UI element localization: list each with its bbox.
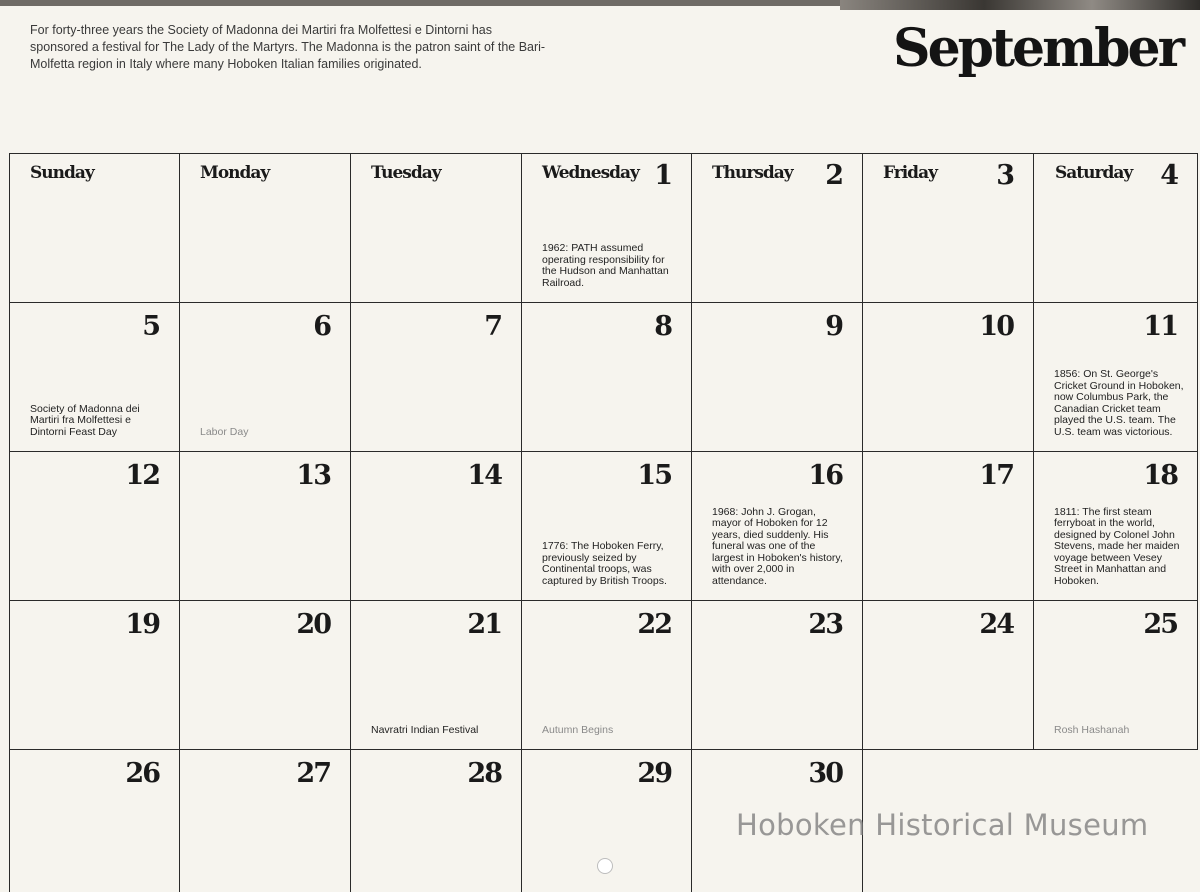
day-number: 11 [1143, 311, 1177, 342]
day-number: 16 [808, 460, 842, 491]
event-note: 1962: PATH assumed operating responsibility for the Hudson and Manhattan Railroad. [542, 242, 669, 289]
day-number: 8 [654, 311, 671, 342]
day-cell-19 [10, 601, 180, 750]
intro-text: For forty-three years the Society of Madonna dei Martiri fra Molfettesi e Dintorni has sponsored a festival for The Lady of the Martyrs. The Madonna is the patron saint of the Bari-Molfetta region in Italy where many Hoboken Italian families originated. [30, 23, 546, 71]
day-number: 25 [1143, 609, 1177, 640]
day-number: 21 [467, 609, 501, 640]
day-cell-21 [351, 601, 522, 750]
day-cell-20 [180, 601, 351, 750]
photo-strip-right [840, 0, 1200, 10]
punch-hole [597, 858, 613, 874]
day-number: 1 [654, 160, 671, 191]
day-number: 28 [467, 758, 501, 789]
day-cell-5 [10, 303, 180, 452]
day-number: 20 [296, 609, 330, 640]
day-number: 26 [125, 758, 159, 789]
day-cell-27 [180, 750, 351, 892]
day-cell-7 [351, 303, 522, 452]
day-number: 12 [125, 460, 159, 491]
day-number: 7 [484, 311, 501, 342]
day-cell-24 [863, 601, 1034, 750]
holiday-note: Autumn Begins [542, 723, 614, 736]
day-number: 22 [637, 609, 671, 640]
day-cell-1 [522, 154, 692, 303]
day-cell-14 [351, 452, 522, 601]
day-number: 29 [637, 758, 671, 789]
weekday-sunday: Sunday [30, 163, 94, 183]
weekday-friday: Friday [883, 163, 937, 183]
day-number: 19 [125, 609, 159, 640]
day-number: 14 [467, 460, 501, 491]
day-cell [180, 154, 351, 303]
day-number: 6 [313, 311, 330, 342]
event-note: Society of Madonna dei Martiri fra Molfettesi e Dintorni Feast Day [30, 402, 140, 438]
day-number: 2 [825, 160, 842, 191]
day-cell-9 [692, 303, 863, 452]
day-cell-3 [863, 154, 1034, 303]
day-cell-8 [522, 303, 692, 452]
day-number: 24 [979, 609, 1013, 640]
event-note: 1811: The first steam ferryboat in the world, designed by Colonel John Stevens, made her maiden voyage between Vesey Street in Manhattan and Hoboken. [1054, 505, 1180, 587]
weekday-monday: Monday [200, 163, 270, 183]
event-note: 1968: John J. Grogan, mayor of Hoboken for 12 years, died suddenly. His funeral was one of the largest in Hoboken's history, with over 2,000 in attendance. [712, 505, 843, 587]
holiday-note: Labor Day [200, 425, 249, 438]
day-cell-11 [1034, 303, 1198, 452]
day-cell-2 [692, 154, 863, 303]
day-cell-4 [1034, 154, 1198, 303]
day-cell [10, 154, 180, 303]
day-cell-17 [863, 452, 1034, 601]
weekday-saturday: Saturday [1055, 163, 1133, 183]
day-number: 23 [808, 609, 842, 640]
day-cell-23 [692, 601, 863, 750]
weekday-tuesday: Tuesday [371, 163, 441, 183]
day-number: 4 [1160, 160, 1177, 191]
day-number: 30 [808, 758, 842, 789]
day-number: 18 [1143, 460, 1177, 491]
event-note: 1856: On St. George's Cricket Ground in Hoboken, now Columbus Park, the Canadian Cricket team played the U.S. team. The U.S. team was victorious. [1054, 368, 1184, 438]
day-number: 3 [996, 160, 1013, 191]
month-title: September [893, 18, 1182, 79]
day-number: 5 [142, 311, 159, 342]
day-cell-6 [180, 303, 351, 452]
holiday-note: Rosh Hashanah [1054, 723, 1130, 736]
day-cell-25 [1034, 601, 1198, 750]
event-note: Navratri Indian Festival [371, 723, 479, 736]
day-number: 9 [825, 311, 842, 342]
day-number: 27 [296, 758, 330, 789]
day-cell-10 [863, 303, 1034, 452]
calendar-grid [9, 153, 1198, 892]
day-cell-18 [1034, 452, 1198, 601]
day-cell-13 [180, 452, 351, 601]
day-cell-12 [10, 452, 180, 601]
weekday-wednesday: Wednesday [542, 163, 639, 183]
day-number: 17 [979, 460, 1013, 491]
day-cell-22 [522, 601, 692, 750]
day-cell-16 [692, 452, 863, 601]
weekday-thursday: Thursday [712, 163, 793, 183]
day-number: 13 [296, 460, 330, 491]
watermark: Hoboken Historical Museum [736, 808, 1149, 842]
day-number: 10 [979, 311, 1013, 342]
day-cell-28 [351, 750, 522, 892]
day-cell-15 [522, 452, 692, 601]
day-number: 15 [637, 460, 671, 491]
event-note: 1776: The Hoboken Ferry, previously seized by Continental troops, was captured by British Troops. [542, 540, 667, 587]
day-cell [351, 154, 522, 303]
day-cell-26 [10, 750, 180, 892]
